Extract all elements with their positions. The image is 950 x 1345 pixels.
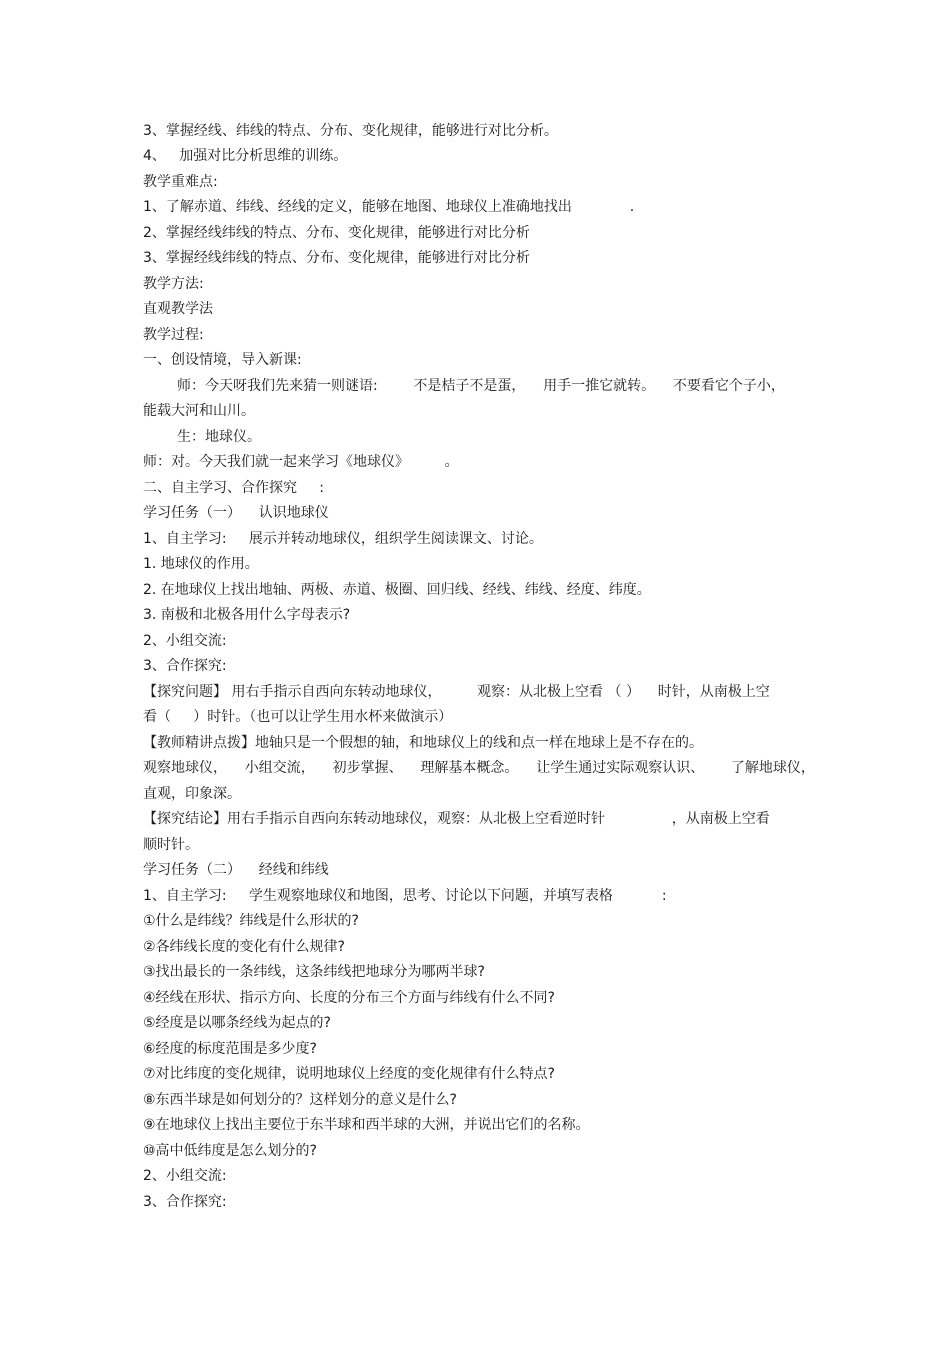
section-2-title: 二、自主学习、合作探究 : bbox=[143, 480, 324, 496]
section-1-title: 一、创设情境，导入新课: bbox=[143, 352, 302, 368]
teacher-riddle: 师：今天呀我们先来猜一则谜语: 不是桔子不是蛋， 用手一推它就转。 不要看它个子小， bbox=[177, 378, 785, 394]
teacher-guidance: 【教师精讲点拨】地轴只是一个假想的轴，和地球仪上的线和点一样在地球上是不存在的。 bbox=[143, 735, 703, 751]
question-5: ⑤经度是以哪条经线为起点的? bbox=[143, 1015, 331, 1031]
question-1: ①什么是纬线？纬线是什么形状的? bbox=[143, 913, 359, 929]
key-point-2: 2、掌握经线纬线的特点、分布、变化规律，能够进行对比分析 bbox=[143, 225, 530, 241]
inquiry-question: 【探究问题】 用右手指示自西向东转动地球仪， 观察：从北极上空看 （ ） 时针，从南极上空 bbox=[143, 684, 770, 700]
task-1-item-1: 1. 地球仪的作用。 bbox=[143, 556, 259, 572]
method-text: 直观教学法 bbox=[143, 301, 213, 317]
task-1-group: 2、小组交流: bbox=[143, 633, 227, 649]
inquiry-conclusion-cont: 顺时针。 bbox=[143, 837, 199, 853]
question-10: ⑩高中低纬度是怎么划分的? bbox=[143, 1143, 317, 1159]
question-4: ④经线在形状、指示方向、长度的分布三个方面与纬线有什么不同? bbox=[143, 990, 555, 1006]
task-2-title: 学习任务（二） 经线和纬线 bbox=[143, 862, 329, 878]
task-1-item-3: 3. 南极和北极各用什么字母表示? bbox=[143, 607, 351, 623]
observe-globe: 观察地球仪， 小组交流， 初步掌握、 理解基本概念。 让学生通过实际观察认识、 了解地球仪， bbox=[143, 760, 815, 776]
task-2-group: 2、小组交流: bbox=[143, 1168, 227, 1184]
objective-3: 3、掌握经线、纬线的特点、分布、变化规律，能够进行对比分析。 bbox=[143, 123, 558, 139]
task-1-item-2: 2. 在地球仪上找出地轴、两极、赤道、极圈、回归线、经线、纬线、经度、纬度。 bbox=[143, 582, 651, 598]
student-answer: 生：地球仪。 bbox=[177, 429, 261, 445]
question-3: ③找出最长的一条纬线，这条纬线把地球分为哪两半球? bbox=[143, 964, 485, 980]
question-8: ⑧东西半球是如何划分的？这样划分的意义是什么? bbox=[143, 1092, 457, 1108]
task-1-self-study: 1、自主学习: 展示并转动地球仪，组织学生阅读课文、讨论。 bbox=[143, 531, 543, 547]
question-2: ②各纬线长度的变化有什么规律? bbox=[143, 939, 345, 955]
task-1-coop: 3、合作探究: bbox=[143, 658, 227, 674]
key-point-3: 3、掌握经线纬线的特点、分布、变化规律，能够进行对比分析 bbox=[143, 250, 530, 266]
inquiry-conclusion: 【探究结论】用右手指示自西向东转动地球仪，观察：从北极上空看逆时针 ，从南极上空看 bbox=[143, 811, 770, 827]
task-1-title: 学习任务（一） 认识地球仪 bbox=[143, 505, 329, 521]
observe-globe-cont: 直观，印象深。 bbox=[143, 786, 241, 802]
question-6: ⑥经度的标度范围是多少度? bbox=[143, 1041, 317, 1057]
heading-key-points: 教学重难点: bbox=[143, 174, 218, 190]
teacher-intro: 师：对。今天我们就一起来学习《地球仪》 。 bbox=[143, 454, 459, 470]
task-2-coop: 3、合作探究: bbox=[143, 1194, 227, 1210]
key-point-1: 1、了解赤道、纬线、经线的定义，能够在地图、地球仪上准确地找出 . bbox=[143, 199, 635, 215]
heading-method: 教学方法: bbox=[143, 276, 204, 292]
question-7: ⑦对比纬度的变化规律，说明地球仪上经度的变化规律有什么特点? bbox=[143, 1066, 555, 1082]
riddle-continued: 能载大河和山川。 bbox=[143, 403, 255, 419]
heading-process: 教学过程: bbox=[143, 327, 204, 343]
objective-4: 4、 加强对比分析思维的训练。 bbox=[143, 148, 348, 164]
task-2-self-study: 1、自主学习: 学生观察地球仪和地图，思考、讨论以下问题，并填写表格 : bbox=[143, 888, 667, 904]
inquiry-question-cont: 看（ ）时针。（也可以让学生用水杯来做演示） bbox=[143, 709, 453, 725]
question-9: ⑨在地球仪上找出主要位于东半球和西半球的大洲，并说出它们的名称。 bbox=[143, 1117, 590, 1133]
